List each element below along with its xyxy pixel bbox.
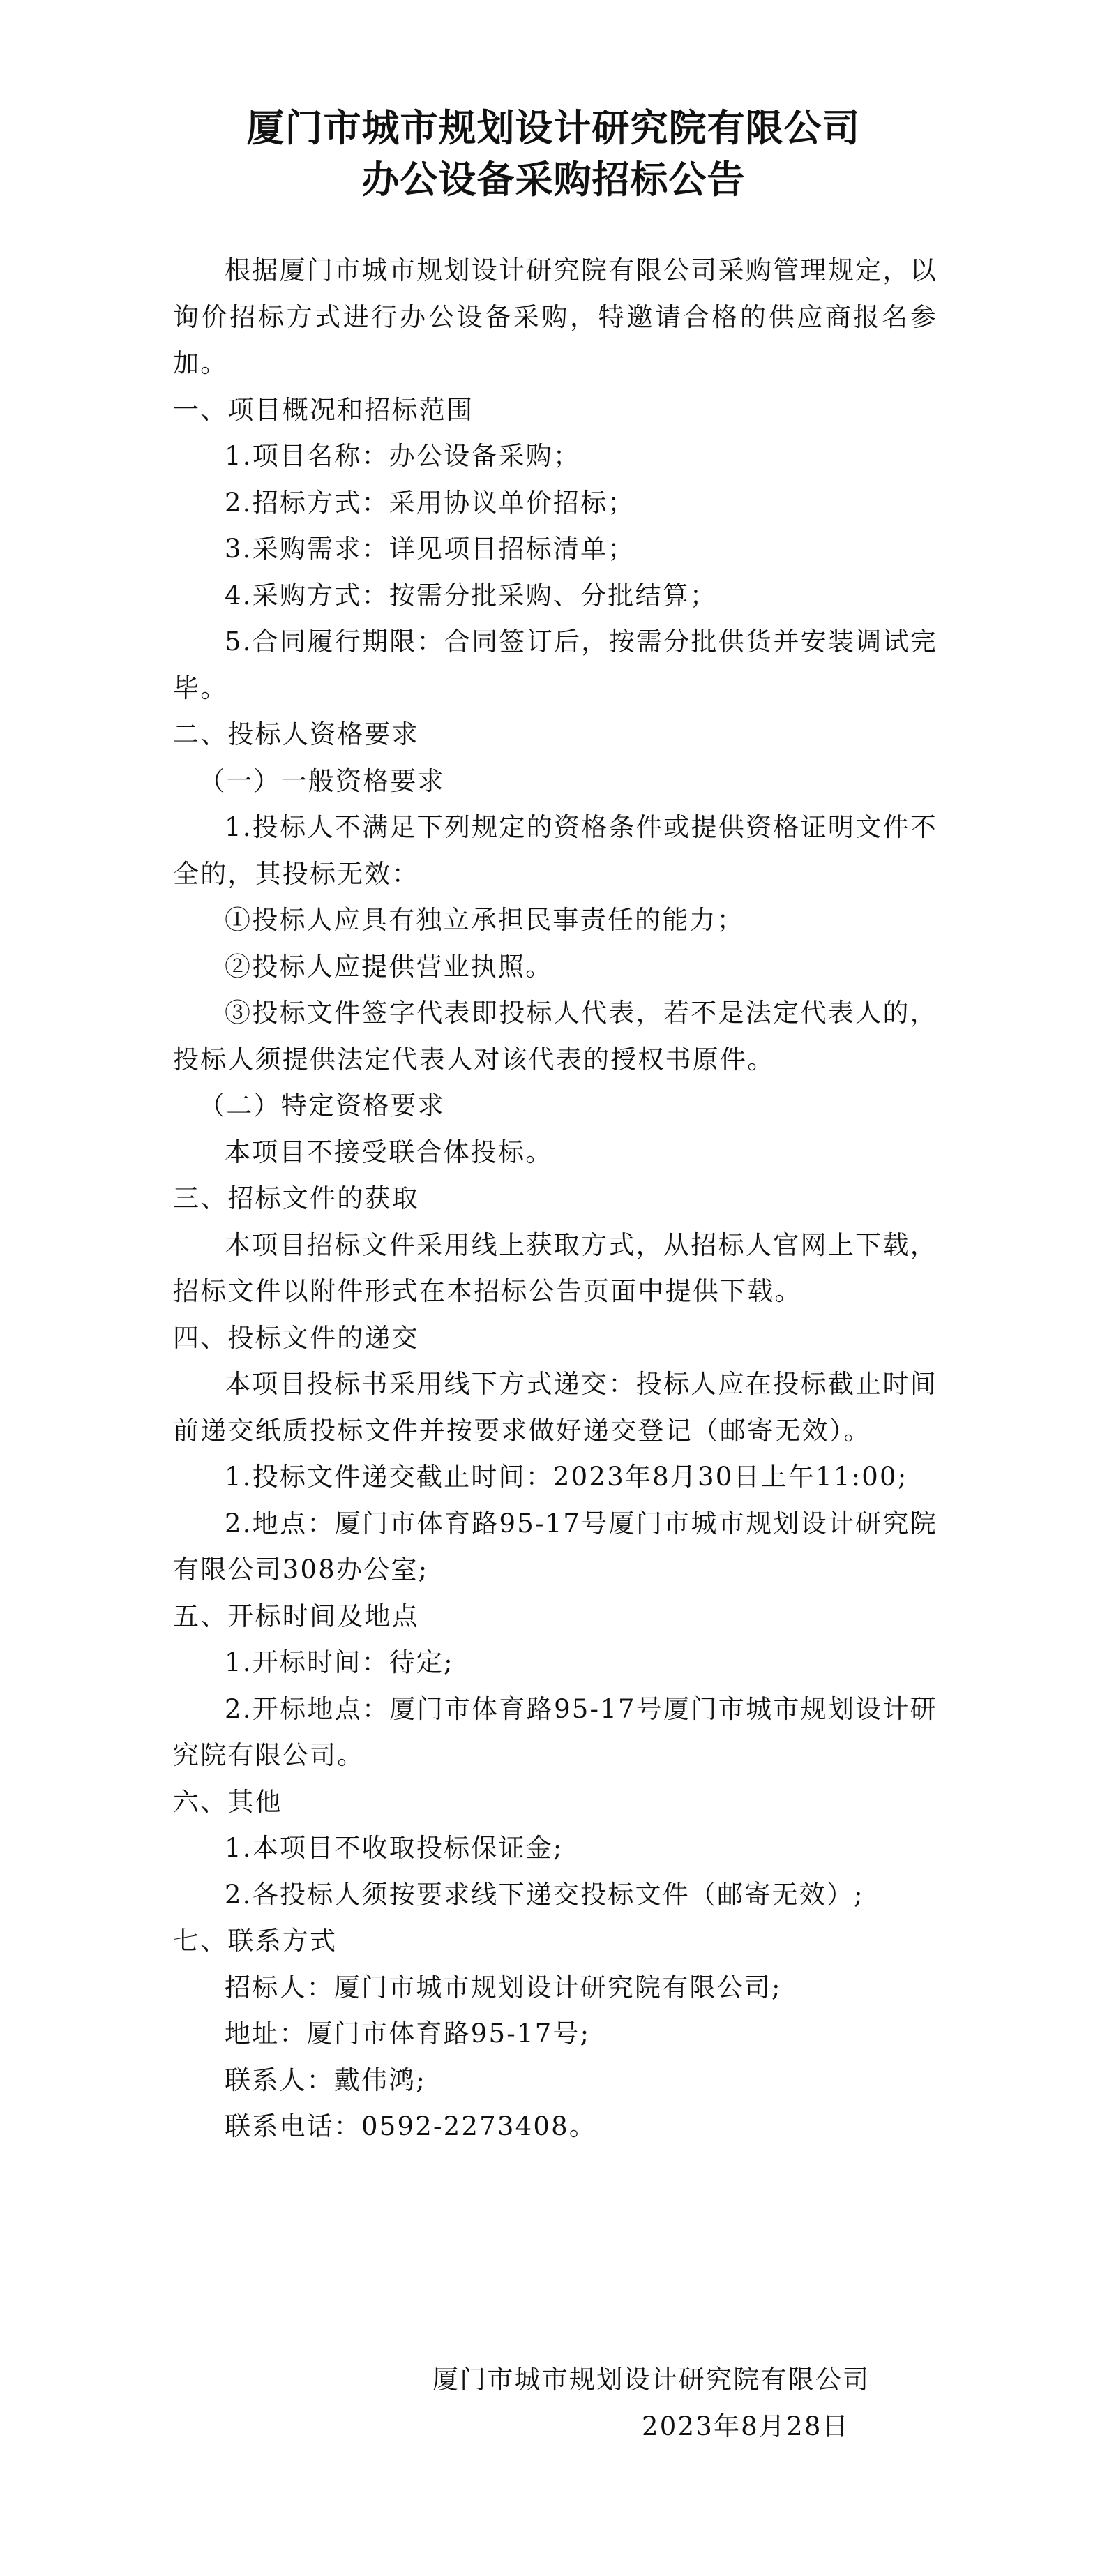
section-heading-1: 一、项目概况和招标范围 [173,394,474,425]
section2-sub1-item-2: ①投标人应具有独立承担民事责任的能力； [225,905,744,935]
section2-sub1-item-4: ③投标文件签字代表即投标人代表，若不是法定代表人的，投标人须提供法定代表人对该代表的授权书原件。 [173,998,937,1074]
section6-item-1: 1.本项目不收取投标保证金; [225,1833,564,1863]
section4-text: 本项目投标书采用线下方式递交：投标人应在投标截止时间前递交纸质投标文件并按要求做好递交登记（邮寄无效）。 [173,1369,937,1446]
section2-sub1-item-3: ②投标人应提供营业执照。 [225,951,553,982]
section1-item-5: 5.合同履行期限：合同签订后，按需分批供货并安装调试完毕。 [173,627,937,703]
section5-item-1: 1.开标时间：待定; [225,1647,454,1677]
contact-address: 地址：厦门市体育路95-17号; [225,2019,591,2049]
document-title-line2: 办公设备采购招标公告 [361,157,746,202]
section6-item-2: 2.各投标人须按要求线下递交投标文件（邮寄无效）; [225,1879,864,1910]
intro-paragraph: 根据厦门市城市规划设计研究院有限公司采购管理规定，以询价招标方式进行办公设备采购，特邀请合格的供应商报名参加。 [173,255,937,378]
section1-item-4: 4.采购方式：按需分批采购、分批结算； [225,580,718,611]
section4-item-1: 1.投标文件递交截止时间：2023年8月30日上午11:00; [225,1462,908,1492]
signature-organization: 厦门市城市规划设计研究院有限公司 [432,2365,871,2395]
section-heading-6: 六、其他 [173,1786,283,1817]
section2-sub2-heading: （二）特定资格要求 [199,1091,445,1121]
signature-date: 2023年8月28日 [642,2411,850,2441]
section4-item-2: 2.地点：厦门市体育路95-17号厦门市城市规划设计研究院有限公司308办公室; [173,1508,937,1585]
section3-text: 本项目招标文件采用线上获取方式，从招标人官网上下载，招标文件以附件形式在本招标公告页面中提供下载。 [173,1229,937,1306]
document-body [173,248,937,2150]
section2-sub2-text: 本项目不接受联合体投标。 [225,1137,553,1167]
section-heading-4: 四、投标文件的递交 [173,1322,419,1353]
section1-item-3: 3.采购需求：详见项目招标清单； [225,534,635,564]
contact-person: 联系人：戴伟鸿; [225,2065,427,2095]
contact-issuer: 招标人：厦门市城市规划设计研究院有限公司; [225,1972,782,2002]
document-title-line1: 厦门市城市规划设计研究院有限公司 [246,105,861,150]
section-heading-7: 七、联系方式 [173,1926,338,1956]
section5-item-2: 2.开标地点：厦门市体育路95-17号厦门市城市规划设计研究院有限公司。 [173,1693,937,1770]
section2-sub1-heading: （一）一般资格要求 [199,765,445,796]
section-heading-5: 五、开标时间及地点 [173,1601,419,1631]
section1-item-1: 1.项目名称：办公设备采购； [225,441,581,471]
section-heading-2: 二、投标人资格要求 [173,719,419,749]
section2-sub1-item-1: 1.投标人不满足下列规定的资格条件或提供资格证明文件不全的，其投标无效： [173,812,937,889]
contact-phone: 联系电话：0592-2273408。 [225,2111,597,2141]
section1-item-2: 2.招标方式：采用协议单价招标； [225,487,635,518]
section-heading-3: 三、招标文件的获取 [173,1183,419,1213]
